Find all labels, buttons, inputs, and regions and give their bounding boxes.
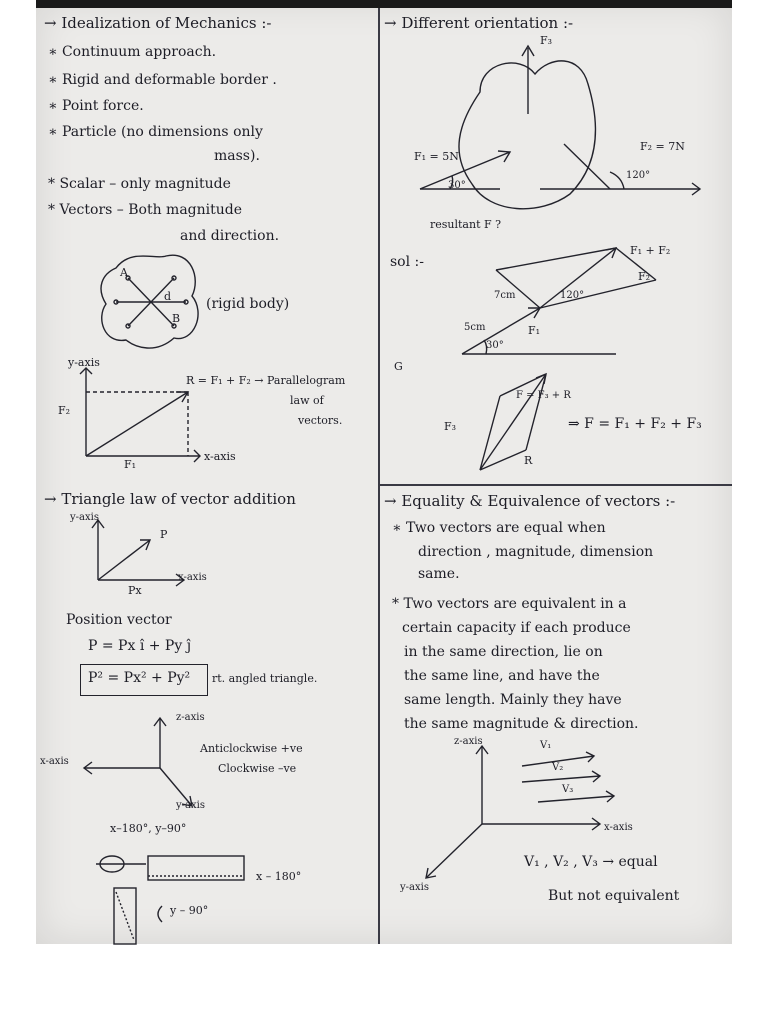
force-f2-value: F₂ = 7N — [640, 140, 685, 153]
vectors-label: vectors. — [298, 414, 343, 427]
vector-v2-label: V₂ — [552, 762, 564, 773]
x-180-label: x – 180° — [256, 870, 302, 883]
heading-orientation: → Different orientation :- — [384, 14, 574, 32]
equivalent-definition-1: * Two vectors are equivalent in a — [392, 596, 627, 612]
heading-equality-equivalence: → Equality & Equivalence of vectors :- — [384, 492, 676, 510]
rotation-values: x–180°, y–90° — [110, 822, 187, 835]
force-f1-value: F₁ = 5N — [414, 150, 459, 163]
equivalent-definition-6: the same magnitude & direction. — [404, 716, 639, 732]
f3-vector-label: F₃ — [444, 420, 457, 433]
equivalent-definition-4: the same line, and have the — [404, 668, 600, 684]
equal-definition-2: direction , magnitude, dimension — [418, 544, 654, 560]
rigid-body-sketch — [96, 248, 206, 358]
vectors-equal-note: V₁ , V₂ , V₃ → equal — [524, 854, 658, 870]
law-of-label: law of — [290, 394, 324, 407]
rot-z-axis-label: z-axis — [176, 712, 205, 723]
tri-y-axis-label: y-axis — [70, 512, 99, 523]
not-equivalent-note: But not equivalent — [548, 888, 680, 904]
equivalent-definition-3: in the same direction, lie on — [404, 644, 603, 660]
position-vector-title: Position vector — [66, 612, 172, 628]
eq-x-axis-label: x-axis — [604, 822, 633, 833]
vector-p-label: P — [160, 528, 168, 541]
solution-label: sol :- — [390, 254, 424, 270]
right-angled-note: rt. angled triangle. — [212, 672, 318, 685]
equal-definition-1: ∗ Two vectors are equal when — [392, 520, 606, 536]
equal-definition-3: same. — [418, 566, 460, 582]
rot-x-axis-label: x-axis — [40, 756, 69, 767]
graph-f2-label: F₂ — [58, 404, 71, 417]
length-5cm: 5cm — [464, 322, 486, 333]
angle-30: 30° — [448, 180, 466, 191]
tri-x-axis-label: x-axis — [178, 572, 207, 583]
bullet-rigid: ∗ Rigid and deformable border . — [48, 72, 277, 88]
sol-angle-30: 30° — [486, 340, 504, 351]
horizontal-divider — [380, 484, 732, 486]
eq-z-axis-label: z-axis — [454, 736, 483, 747]
px-label: Px — [128, 584, 142, 597]
scalar-definition: * Scalar – only magnitude — [48, 176, 231, 192]
clockwise-negative: Clockwise –ve — [218, 762, 297, 775]
r-vector-label: R — [524, 454, 533, 467]
sum-f1-f2-label: F₁ + F₂ — [630, 244, 671, 257]
sol-angle-120: 120° — [560, 290, 585, 301]
rigid-body-label: (rigid body) — [206, 296, 290, 312]
vector-v3-label: V₃ — [562, 784, 574, 795]
bullet-point-force: ∗ Point force. — [48, 98, 144, 114]
rigid-body-point-a: A — [120, 266, 128, 279]
heading-idealization: → Idealization of Mechanics :- — [44, 14, 272, 32]
page-top-edge — [36, 0, 732, 8]
force-f3-label: F₃ — [540, 34, 553, 47]
position-vector-graph — [80, 514, 190, 594]
y-90-label: y – 90° — [170, 904, 209, 917]
vector-definition-cont: and direction. — [180, 228, 280, 244]
graph-f1-label: F₁ — [124, 458, 137, 471]
sol-f2-label: F₂ — [638, 270, 651, 283]
equivalent-definition-5: same length. Mainly they have — [404, 692, 622, 708]
rot-y-axis-label: y-axis — [176, 800, 205, 811]
magnitude-formula: P² = Px² + Py² — [88, 670, 191, 686]
position-vector-equation: P = Px î + Py ĵ — [88, 638, 192, 654]
bullet-particle-cont: mass). — [214, 148, 260, 164]
graph-y-axis-label: y-axis — [68, 356, 100, 369]
length-7cm: 7cm — [494, 290, 516, 301]
vector-v1-label: V₁ — [540, 740, 552, 751]
equivalent-definition-2: certain capacity if each produce — [402, 620, 631, 636]
bullet-particle: ∗ Particle (no dimensions only — [48, 124, 263, 140]
anticlockwise-positive: Anticlockwise +ve — [200, 742, 303, 755]
heading-triangle-law: → Triangle law of vector addition — [44, 490, 296, 508]
rigid-body-distance-d: d — [164, 290, 172, 303]
angle-120: 120° — [626, 170, 651, 181]
eq-y-axis-label: y-axis — [400, 882, 429, 893]
f3-plus-r-sketch — [470, 366, 570, 476]
f-equals-f3-plus-r: F = F₃ + R — [516, 390, 571, 401]
rotated-bar-sketch — [86, 848, 256, 944]
bullet-continuum: ∗ Continuum approach. — [48, 44, 217, 60]
graph-x-axis-label: x-axis — [204, 450, 236, 463]
vertical-divider — [378, 8, 380, 944]
total-force-equation: ⇒ F = F₁ + F₂ + F₃ — [568, 416, 702, 432]
resultant-question: resultant F ? — [430, 218, 502, 231]
sol-f1-label: F₁ — [528, 324, 541, 337]
step-mark: G — [394, 360, 403, 373]
rigid-body-point-b: B — [172, 312, 181, 325]
resultant-equation: R = F₁ + F₂ → Parallelogram — [186, 374, 346, 387]
vector-definition: * Vectors – Both magnitude — [48, 202, 243, 218]
